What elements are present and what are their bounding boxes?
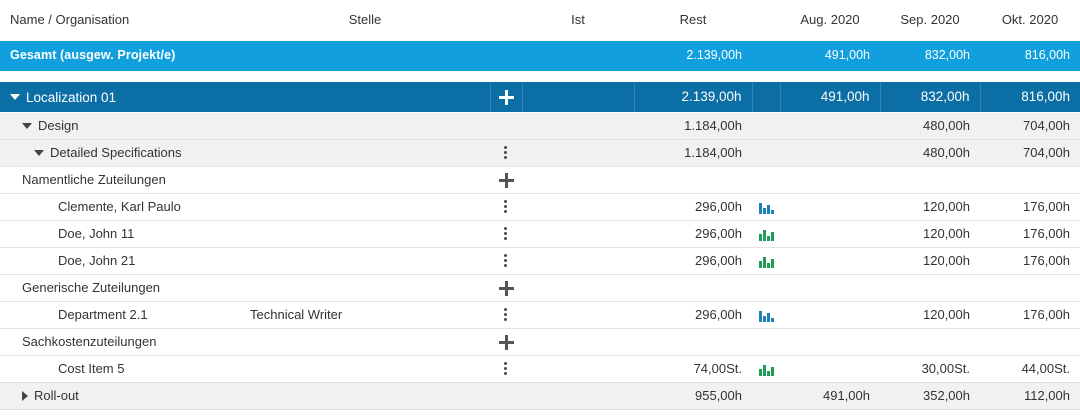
row-roll-out-ist-cell: [522, 382, 634, 409]
total-row-label: Gesamt (ausgew. Projekt/e): [0, 40, 240, 70]
row-roll-out-aug-2020-cell[interactable]: 491,00h: [780, 382, 880, 409]
row-detailed-specifications[interactable]: [0, 139, 1080, 166]
row-sachkostenzuteilungen-add-cell[interactable]: [490, 328, 522, 355]
row-roll-out-action-cell: [490, 382, 522, 409]
row-cost-item-5-rest-cell[interactable]: 74,00St.: [634, 355, 752, 382]
project-add-cell[interactable]: [490, 82, 522, 112]
column-header-aug-2020[interactable]: Aug. 2020: [780, 0, 880, 40]
row-clemente-menu-cell[interactable]: [490, 193, 522, 220]
row-spacer: [0, 70, 1080, 82]
project-aug-2020-cell[interactable]: 491,00h: [780, 82, 880, 112]
row-doe-john-21-okt-2020-cell[interactable]: 176,00h: [980, 247, 1080, 274]
row-generische-zuteilungen[interactable]: [0, 274, 1080, 301]
row-design-indicator-cell: [752, 112, 780, 139]
row-cost-item-5-ist-cell[interactable]: [522, 355, 634, 382]
row-generische-zuteilungen-rest-cell: [634, 274, 752, 301]
row-roll-out-label: Roll-out: [34, 388, 79, 404]
row-roll-out-name-cell[interactable]: [0, 382, 240, 409]
bar-chart-icon[interactable]: [759, 201, 774, 214]
row-detailed-specifications-menu-cell[interactable]: [490, 139, 522, 166]
chevron-down-icon[interactable]: [10, 94, 20, 100]
row-cost-item-5-okt-2020-cell[interactable]: 44,00St.: [980, 355, 1080, 382]
row-clemente-rest-cell[interactable]: 296,00h: [634, 193, 752, 220]
project-sep-2020-cell[interactable]: 832,00h: [880, 82, 980, 112]
row-doe-john-21-chart-cell[interactable]: [752, 247, 780, 274]
row-doe-john-11[interactable]: [0, 220, 1080, 247]
row-design[interactable]: [0, 112, 1080, 139]
column-header-indicator: [752, 0, 780, 40]
total-row-ist: [522, 40, 634, 70]
row-namentliche-zuteilungen-okt-2020-cell: [980, 166, 1080, 193]
row-doe-john-11-okt-2020-cell[interactable]: 176,00h: [980, 220, 1080, 247]
row-doe-john-11-sep-2020-cell[interactable]: 120,00h: [880, 220, 980, 247]
row-sachkostenzuteilungen-name-cell: [0, 328, 240, 355]
bar-chart-icon[interactable]: [759, 228, 774, 241]
column-header-name[interactable]: Name / Organisation: [0, 0, 240, 40]
row-doe-john-21-name-cell[interactable]: [0, 247, 240, 274]
total-row-sep-2020: 832,00h: [880, 40, 980, 70]
row-detailed-specifications-name-cell[interactable]: [0, 139, 240, 166]
row-detailed-specifications-ist-cell: [522, 139, 634, 166]
row-generische-zuteilungen-stelle-cell: [240, 274, 490, 301]
more-options-icon[interactable]: [504, 360, 508, 377]
row-department-2-1-menu-cell[interactable]: [490, 301, 522, 328]
row-namentliche-zuteilungen-sep-2020-cell: [880, 166, 980, 193]
total-row-rest: 2.139,00h: [634, 40, 752, 70]
row-doe-john-11-label: Doe, John 11: [58, 226, 135, 242]
row-sachkostenzuteilungen-okt-2020-cell: [980, 328, 1080, 355]
bar-chart-icon[interactable]: [759, 309, 774, 322]
more-options-icon[interactable]: [504, 144, 508, 161]
row-cost-item-5-stelle-cell: [240, 355, 490, 382]
row-detailed-specifications-okt-2020-cell[interactable]: 704,00h: [980, 139, 1080, 166]
row-doe-john-21-stelle-cell: [240, 247, 490, 274]
row-generische-zuteilungen-indicator-cell: [752, 274, 780, 301]
chevron-down-icon[interactable]: [34, 150, 44, 156]
row-clemente-okt-2020-cell[interactable]: 176,00h: [980, 193, 1080, 220]
row-doe-john-11-rest-cell[interactable]: 296,00h: [634, 220, 752, 247]
row-namentliche-zuteilungen-stelle-cell: [240, 166, 490, 193]
column-header-rest[interactable]: Rest: [634, 0, 752, 40]
row-clemente-label: Clemente, Karl Paulo: [58, 199, 181, 215]
row-department-2-1-chart-cell[interactable]: [752, 301, 780, 328]
add-icon[interactable]: [499, 173, 514, 188]
row-sachkostenzuteilungen-sep-2020-cell: [880, 328, 980, 355]
project-name-label: Localization 01: [26, 89, 117, 105]
row-clemente-name-cell[interactable]: [0, 193, 240, 220]
row-namentliche-zuteilungen-label: Namentliche Zuteilungen: [22, 172, 166, 188]
row-doe-john-11-stelle-cell: [240, 220, 490, 247]
row-roll-out-rest-cell: 955,00h: [634, 382, 752, 409]
total-row-aug-2020: 491,00h: [780, 40, 880, 70]
row-doe-john-21-label: Doe, John 21: [58, 253, 136, 269]
row-clemente-chart-cell[interactable]: [752, 193, 780, 220]
row-cost-item-5[interactable]: [0, 355, 1080, 382]
row-cost-item-5-name-cell[interactable]: [0, 355, 240, 382]
row-sachkostenzuteilungen-indicator-cell: [752, 328, 780, 355]
more-options-icon[interactable]: [504, 306, 508, 323]
row-doe-john-11-menu-cell[interactable]: [490, 220, 522, 247]
row-clemente-karl-paulo[interactable]: [0, 193, 1080, 220]
row-department-2-1-sep-2020-cell[interactable]: 120,00h: [880, 301, 980, 328]
project-name-cell[interactable]: [0, 82, 240, 112]
add-icon[interactable]: [499, 335, 514, 350]
row-generische-zuteilungen-aug-2020-cell: [780, 274, 880, 301]
row-department-2-1-ist-cell[interactable]: [522, 301, 634, 328]
column-header-okt-2020[interactable]: Okt. 2020: [980, 0, 1080, 40]
row-design-stelle-cell: [240, 112, 490, 139]
row-doe-john-21-menu-cell[interactable]: [490, 247, 522, 274]
row-namentliche-zuteilungen-ist-cell: [522, 166, 634, 193]
total-row-stelle: [240, 40, 490, 70]
column-header-stelle[interactable]: Stelle: [240, 0, 490, 40]
row-cost-item-5-label: Cost Item 5: [58, 361, 125, 377]
row-cost-item-5-sep-2020-cell[interactable]: 30,00St.: [880, 355, 980, 382]
row-clemente-stelle-cell: [240, 193, 490, 220]
row-sachkostenzuteilungen-rest-cell: [634, 328, 752, 355]
row-design-action-cell: [490, 112, 522, 139]
row-clemente-aug-2020-cell[interactable]: [780, 193, 880, 220]
row-spacer-cell: [0, 70, 1080, 82]
row-generische-zuteilungen-add-cell[interactable]: [490, 274, 522, 301]
row-department-2-1-stelle-cell[interactable]: Technical Writer: [240, 301, 490, 328]
row-namentliche-zuteilungen[interactable]: [0, 166, 1080, 193]
chevron-down-icon[interactable]: [22, 123, 32, 129]
more-options-icon[interactable]: [504, 198, 508, 215]
row-generische-zuteilungen-label: Generische Zuteilungen: [22, 280, 161, 296]
chevron-right-icon[interactable]: [22, 391, 28, 401]
row-generische-zuteilungen-ist-cell: [522, 274, 634, 301]
row-doe-john-11-chart-cell[interactable]: [752, 220, 780, 247]
row-namentliche-zuteilungen-name-cell: [0, 166, 240, 193]
project-ist-cell: [522, 82, 634, 112]
total-row-indicator: [752, 40, 780, 70]
row-doe-john-21-aug-2020-cell[interactable]: [780, 247, 880, 274]
project-row-localization-01[interactable]: [0, 82, 1080, 112]
row-roll-out[interactable]: [0, 382, 1080, 409]
row-department-2-1[interactable]: [0, 301, 1080, 328]
row-namentliche-zuteilungen-indicator-cell: [752, 166, 780, 193]
row-doe-john-21-ist-cell[interactable]: [522, 247, 634, 274]
row-namentliche-zuteilungen-rest-cell: [634, 166, 752, 193]
row-cost-item-5-menu-cell[interactable]: [490, 355, 522, 382]
row-design-rest-cell: 1.184,00h: [634, 112, 752, 139]
row-design-name-cell[interactable]: [0, 112, 240, 139]
row-cost-item-5-chart-cell[interactable]: [752, 355, 780, 382]
row-doe-john-11-aug-2020-cell[interactable]: [780, 220, 880, 247]
project-okt-2020-cell[interactable]: 816,00h: [980, 82, 1080, 112]
bar-chart-icon[interactable]: [759, 255, 774, 268]
row-department-2-1-aug-2020-cell[interactable]: [780, 301, 880, 328]
row-sachkostenzuteilungen-label: Sachkostenzuteilungen: [22, 334, 157, 350]
row-department-2-1-okt-2020-cell[interactable]: 176,00h: [980, 301, 1080, 328]
row-department-2-1-rest-cell[interactable]: 296,00h: [634, 301, 752, 328]
row-generische-zuteilungen-okt-2020-cell: [980, 274, 1080, 301]
add-icon[interactable]: [499, 281, 514, 296]
more-options-icon[interactable]: [504, 252, 508, 269]
row-sachkostenzuteilungen-ist-cell: [522, 328, 634, 355]
row-detailed-specifications-stelle-cell: [240, 139, 490, 166]
table-header-row: [0, 0, 1080, 40]
row-sachkostenzuteilungen-aug-2020-cell: [780, 328, 880, 355]
table-body: [0, 40, 1080, 409]
project-indicator-cell: [752, 82, 780, 112]
more-options-icon[interactable]: [504, 225, 508, 242]
row-design-okt-2020-cell[interactable]: 704,00h: [980, 112, 1080, 139]
row-doe-john-21-sep-2020-cell[interactable]: 120,00h: [880, 247, 980, 274]
project-stelle-cell: [240, 82, 490, 112]
row-roll-out-indicator-cell: [752, 382, 780, 409]
row-detailed-specifications-label: Detailed Specifications: [50, 145, 182, 161]
row-design-label: Design: [38, 118, 79, 134]
row-doe-john-21[interactable]: [0, 247, 1080, 274]
row-generische-zuteilungen-sep-2020-cell: [880, 274, 980, 301]
total-row[interactable]: [0, 40, 1080, 70]
row-design-sep-2020-cell[interactable]: 480,00h: [880, 112, 980, 139]
row-namentliche-zuteilungen-aug-2020-cell: [780, 166, 880, 193]
row-detailed-specifications-rest-cell: 1.184,00h: [634, 139, 752, 166]
row-detailed-specifications-aug-2020-cell[interactable]: [780, 139, 880, 166]
row-design-aug-2020-cell[interactable]: [780, 112, 880, 139]
row-doe-john-21-rest-cell[interactable]: 296,00h: [634, 247, 752, 274]
column-header-ist[interactable]: Ist: [522, 0, 634, 40]
row-roll-out-stelle-cell: [240, 382, 490, 409]
row-detailed-specifications-indicator-cell: [752, 139, 780, 166]
row-cost-item-5-aug-2020-cell[interactable]: [780, 355, 880, 382]
row-design-ist-cell: [522, 112, 634, 139]
add-icon[interactable]: [499, 90, 514, 105]
row-clemente-ist-cell[interactable]: [522, 193, 634, 220]
row-sachkostenzuteilungen-stelle-cell: [240, 328, 490, 355]
project-rest-cell: 2.139,00h: [634, 82, 752, 112]
row-sachkostenzuteilungen[interactable]: [0, 328, 1080, 355]
row-roll-out-sep-2020-cell[interactable]: 352,00h: [880, 382, 980, 409]
bar-chart-icon[interactable]: [759, 363, 774, 376]
row-namentliche-zuteilungen-add-cell[interactable]: [490, 166, 522, 193]
row-detailed-specifications-sep-2020-cell[interactable]: 480,00h: [880, 139, 980, 166]
total-row-action: [490, 40, 522, 70]
row-doe-john-11-ist-cell[interactable]: [522, 220, 634, 247]
row-department-2-1-label: Department 2.1: [58, 307, 148, 323]
row-generische-zuteilungen-name-cell: [0, 274, 240, 301]
row-clemente-sep-2020-cell[interactable]: 120,00h: [880, 193, 980, 220]
column-header-action: [490, 0, 522, 40]
row-department-2-1-name-cell[interactable]: [0, 301, 240, 328]
row-doe-john-11-name-cell[interactable]: [0, 220, 240, 247]
row-roll-out-okt-2020-cell[interactable]: 112,00h: [980, 382, 1080, 409]
column-header-sep-2020[interactable]: Sep. 2020: [880, 0, 980, 40]
total-row-okt-2020: 816,00h: [980, 40, 1080, 70]
